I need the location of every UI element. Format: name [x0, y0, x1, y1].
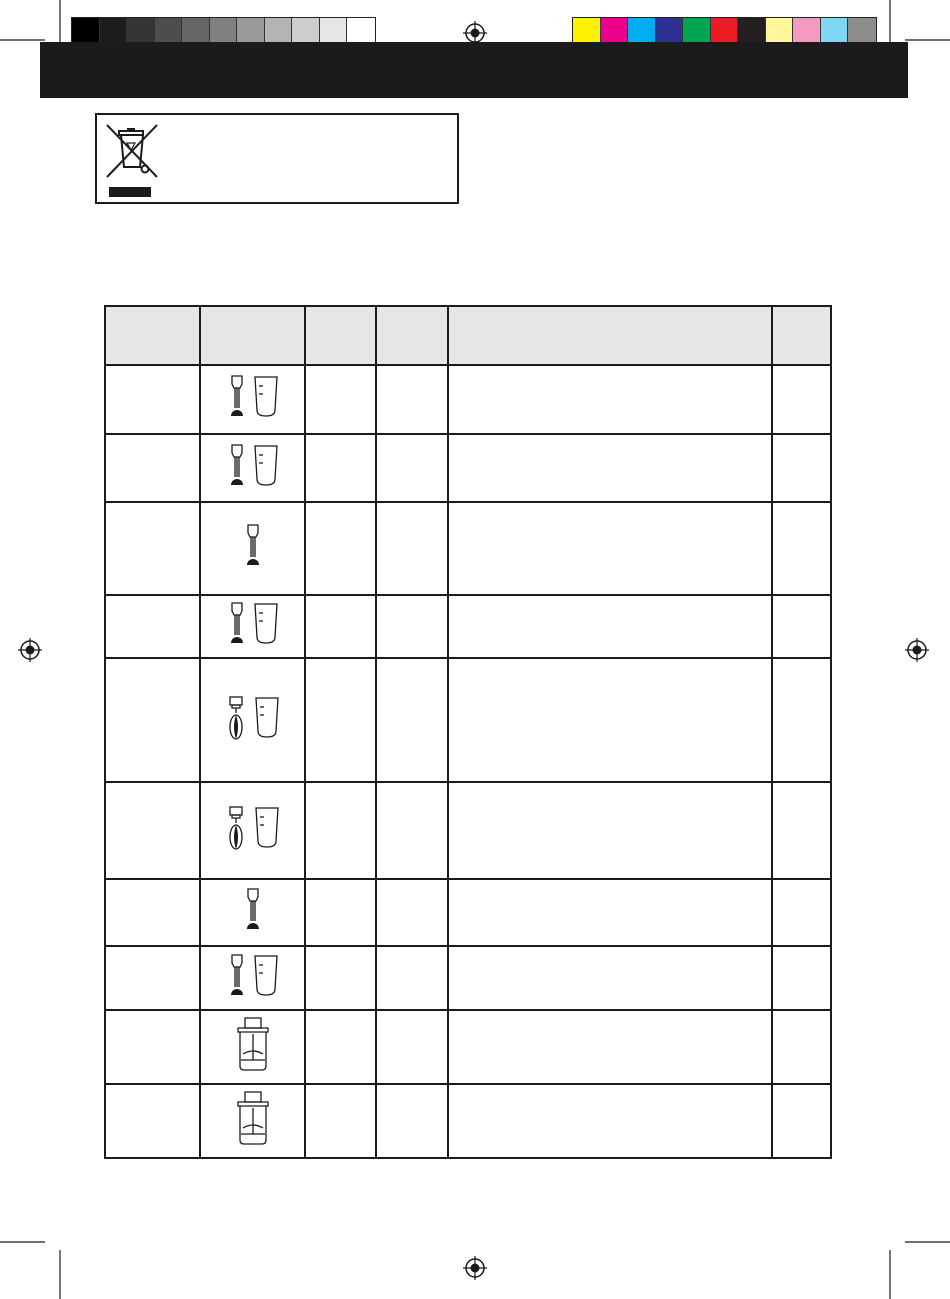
cell-time — [772, 1084, 831, 1158]
table-row — [105, 502, 831, 595]
cell-quantity — [305, 502, 376, 595]
cell-speed — [376, 365, 448, 434]
table-row — [105, 782, 831, 879]
table-row — [105, 1084, 831, 1158]
table-row — [105, 365, 831, 434]
cell-quantity — [305, 879, 376, 946]
whisk-beaker-icon — [201, 695, 304, 746]
cell-instructions — [448, 782, 772, 879]
cell-instructions — [448, 1010, 772, 1084]
cell-quantity — [305, 1010, 376, 1084]
cell-quantity — [305, 658, 376, 782]
cell-instructions — [448, 434, 772, 502]
cell-accessory — [200, 946, 305, 1010]
cell-ingredient — [105, 365, 200, 434]
cell-accessory — [200, 1010, 305, 1084]
table-row — [105, 658, 831, 782]
cell-instructions — [448, 946, 772, 1010]
crossed-out-wheelie-bin-icon — [105, 121, 161, 181]
table-row — [105, 595, 831, 658]
cell-ingredient — [105, 1010, 200, 1084]
cell-ingredient — [105, 595, 200, 658]
cell-accessory — [200, 502, 305, 595]
cell-speed — [376, 595, 448, 658]
cell-ingredient — [105, 1084, 200, 1158]
cell-accessory — [200, 1084, 305, 1158]
cell-quantity — [305, 595, 376, 658]
cell-time — [772, 434, 831, 502]
cell-speed — [376, 946, 448, 1010]
cell-quantity — [305, 365, 376, 434]
table-header-row — [105, 306, 831, 365]
cell-speed — [376, 434, 448, 502]
cell-speed — [376, 1010, 448, 1084]
cell-accessory — [200, 658, 305, 782]
blender-foot-beaker-icon — [201, 374, 304, 425]
cell-ingredient — [105, 782, 200, 879]
chopper-icon — [201, 1090, 304, 1153]
chopper-icon — [201, 1016, 304, 1079]
cell-quantity — [305, 434, 376, 502]
table-row — [105, 879, 831, 946]
disposal-notice-box — [95, 113, 459, 204]
whisk-beaker-icon — [201, 805, 304, 856]
cell-instructions — [448, 1084, 772, 1158]
cell-speed — [376, 879, 448, 946]
cell-time — [772, 879, 831, 946]
header-cell-accessory — [200, 306, 305, 365]
cell-ingredient — [105, 946, 200, 1010]
table-row — [105, 434, 831, 502]
cell-accessory — [200, 782, 305, 879]
cell-time — [772, 782, 831, 879]
blender-foot-beaker-icon — [201, 953, 304, 1004]
processing-guide-table — [104, 305, 832, 1159]
cell-instructions — [448, 365, 772, 434]
header-cell-quantity — [305, 306, 376, 365]
cell-speed — [376, 658, 448, 782]
cell-speed — [376, 782, 448, 879]
cell-instructions — [448, 879, 772, 946]
blender-foot-icon — [201, 523, 304, 574]
table-row — [105, 946, 831, 1010]
registration-mark-left — [18, 638, 42, 662]
cell-time — [772, 658, 831, 782]
cell-time — [772, 365, 831, 434]
registration-mark-bottom — [463, 1256, 487, 1280]
cell-instructions — [448, 658, 772, 782]
header-cell-ingredient — [105, 306, 200, 365]
cell-quantity — [305, 946, 376, 1010]
table-row — [105, 1010, 831, 1084]
header-cell-instructions — [448, 306, 772, 365]
cell-speed — [376, 1084, 448, 1158]
blender-foot-icon — [201, 887, 304, 938]
cell-instructions — [448, 595, 772, 658]
cell-speed — [376, 502, 448, 595]
cell-time — [772, 946, 831, 1010]
cell-time — [772, 595, 831, 658]
header-band — [40, 42, 908, 98]
blender-foot-beaker-icon — [201, 601, 304, 652]
registration-mark-right — [905, 638, 929, 662]
header-cell-time — [772, 306, 831, 365]
weee-black-bar — [109, 187, 151, 197]
cell-accessory — [200, 595, 305, 658]
cell-accessory — [200, 434, 305, 502]
cell-ingredient — [105, 502, 200, 595]
cell-accessory — [200, 365, 305, 434]
cell-instructions — [448, 502, 772, 595]
cell-ingredient — [105, 434, 200, 502]
cell-time — [772, 1010, 831, 1084]
cell-quantity — [305, 782, 376, 879]
cell-ingredient — [105, 658, 200, 782]
cell-accessory — [200, 879, 305, 946]
header-cell-speed — [376, 306, 448, 365]
cell-quantity — [305, 1084, 376, 1158]
cell-time — [772, 502, 831, 595]
blender-foot-beaker-icon — [201, 443, 304, 494]
cell-ingredient — [105, 879, 200, 946]
